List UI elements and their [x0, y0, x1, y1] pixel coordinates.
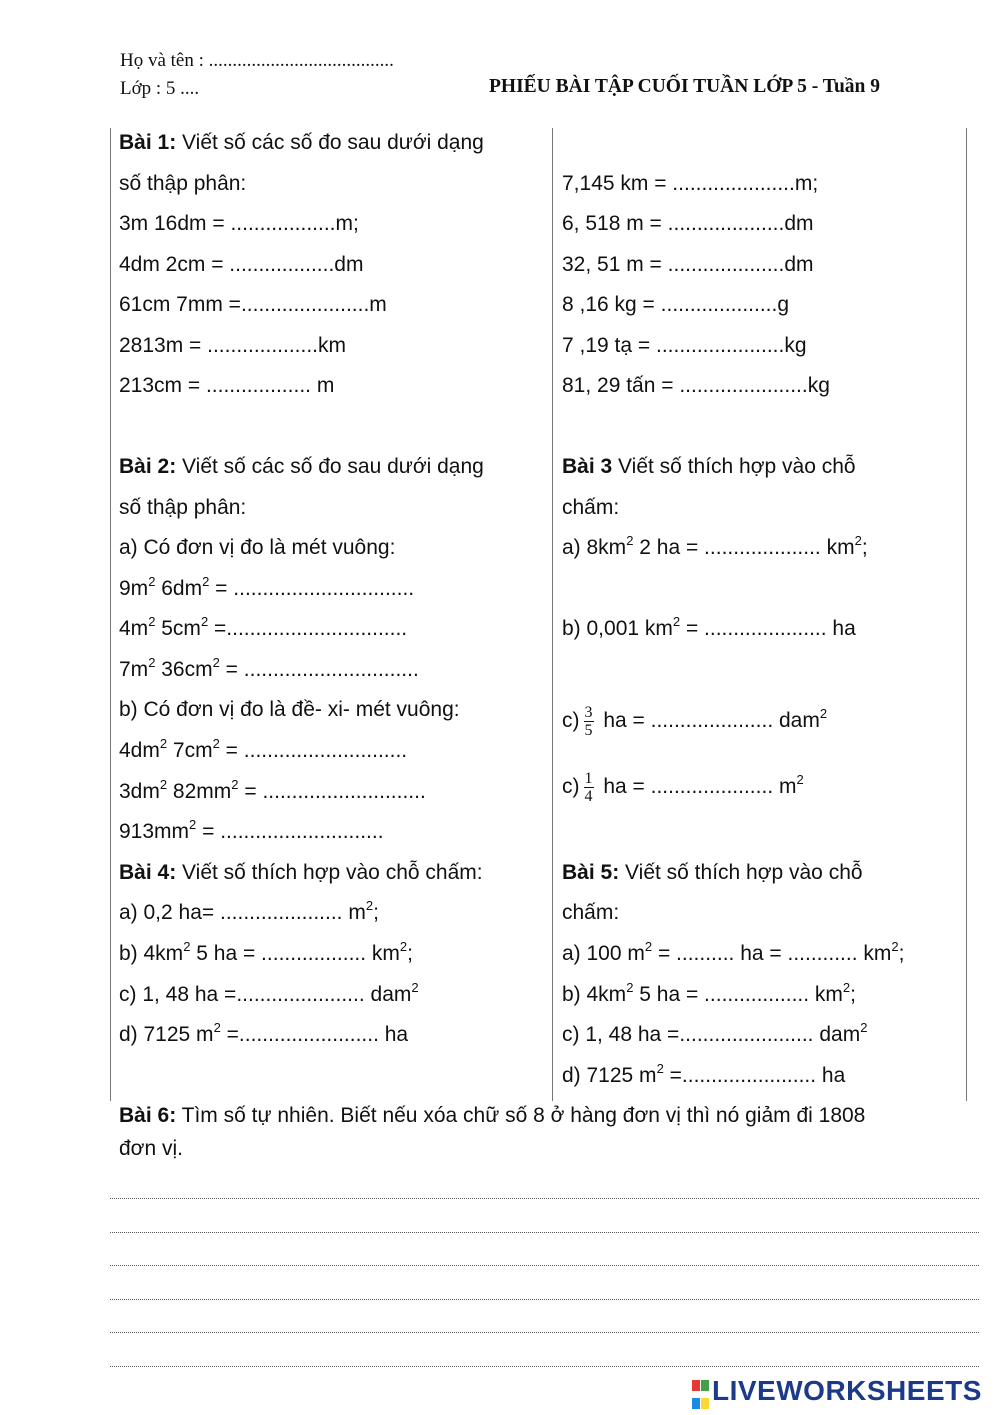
text: 5 ha = .................. km	[190, 942, 400, 965]
text: =....................... ha	[663, 1064, 846, 1087]
superscript: 2	[672, 614, 681, 629]
bai3-item-a	[562, 533, 868, 560]
text: 7m	[119, 658, 149, 681]
denominator: 4	[584, 787, 593, 805]
text: d) 7125 m	[562, 1064, 657, 1087]
text: 36cm	[155, 658, 213, 681]
bai1-right-item: 32, 51 m = ....................dm	[562, 253, 814, 276]
superscript: 2	[626, 980, 634, 995]
text: = .......... ha = ............ km	[652, 942, 892, 965]
bai5-item-d	[562, 1061, 846, 1088]
logo-text: LIVEWORKSHEETS	[712, 1375, 982, 1406]
student-name-line: Họ và tên : .......................................	[120, 50, 394, 71]
answer-line[interactable]	[110, 1332, 979, 1333]
bai2-b-item	[119, 777, 426, 804]
bai1-right-item: 7,145 km = .....................m;	[562, 172, 819, 195]
text: ;	[850, 983, 856, 1006]
worksheet-title: PHIẾU BÀI TẬP CUỐI TUẦN LỚP 5 - Tuần 9	[489, 76, 881, 97]
text: a) 8km	[562, 536, 627, 559]
bai1-heading	[119, 131, 484, 155]
bai1-right-item: 7 ,19 tạ = ......................kg	[562, 334, 807, 357]
bai4-item-d	[119, 1020, 409, 1047]
text: = ............................	[238, 780, 426, 803]
text: =...............................	[208, 617, 408, 640]
bai4-instruction: Viết số thích hợp vào chỗ chấm:	[176, 861, 483, 884]
class-line: Lớp : 5 ....	[120, 78, 200, 99]
bai3-item-b	[562, 614, 856, 641]
bai2-label: Bài 2:	[119, 455, 177, 478]
superscript: 2	[200, 614, 209, 629]
bai2-b-item	[119, 736, 408, 763]
text: d) 7125 m	[119, 1023, 214, 1046]
superscript: 2	[189, 817, 197, 832]
superscript: 2	[159, 777, 168, 792]
text: 6dm	[155, 577, 203, 600]
answer-line[interactable]	[110, 1299, 979, 1300]
text: a) 100 m	[562, 942, 645, 965]
text: = ...............................	[209, 577, 415, 600]
text: ;	[407, 942, 413, 965]
text: c) 1, 48 ha =...................... dam	[119, 983, 412, 1006]
superscript: 2	[644, 939, 653, 954]
table-left-border	[110, 128, 111, 1101]
bai2-heading	[119, 455, 484, 479]
bai5-item-a	[562, 939, 905, 966]
bai4-item-b	[119, 939, 413, 966]
logo-icon	[692, 1379, 710, 1403]
bai2-part-a-heading: a) Có đơn vị đo là mét vuông:	[119, 536, 396, 559]
text: c) 1, 48 ha =....................... dam	[562, 1023, 861, 1046]
superscript: 2	[819, 706, 828, 721]
answer-line[interactable]	[110, 1366, 979, 1367]
text: ;	[373, 901, 379, 924]
bai5-instruction-cont: chấm:	[562, 901, 620, 924]
bai2-a-item	[119, 655, 419, 682]
superscript: 2	[159, 736, 168, 751]
bai1-instruction-cont: số thập phân:	[119, 172, 247, 195]
bai1-left-item: 213cm = .................. m	[119, 374, 335, 397]
answer-line[interactable]	[110, 1232, 979, 1233]
bai1-label: Bài 1:	[119, 131, 177, 154]
text: a) 0,2 ha= ..................... m	[119, 901, 366, 924]
numerator: 1	[584, 769, 593, 787]
bai3-item-c2	[562, 764, 804, 810]
bai4-label: Bài 4:	[119, 861, 177, 884]
text: 5 ha = .................. km	[633, 983, 843, 1006]
superscript: 2	[212, 736, 220, 751]
fraction	[584, 770, 594, 805]
bai1-right-item: 8 ,16 kg = ....................g	[562, 293, 790, 316]
text: c)	[562, 709, 580, 732]
bai4-item-a	[119, 898, 379, 925]
bai4-heading	[119, 861, 483, 885]
bai2-instruction-cont: số thập phân:	[119, 496, 247, 519]
bai2-b-item	[119, 817, 384, 844]
bai1-left-item: 61cm 7mm =......................m	[119, 293, 387, 316]
bai6-question	[119, 1104, 865, 1128]
text: 4m	[119, 617, 149, 640]
text: c)	[562, 775, 580, 798]
text: = ..................... ha	[680, 617, 856, 640]
superscript: 2	[860, 1020, 868, 1035]
liveworksheets-logo	[692, 1376, 982, 1406]
denominator: 5	[584, 721, 593, 739]
text: b) 0,001 km	[562, 617, 673, 640]
superscript: 2	[212, 655, 220, 670]
superscript: 2	[891, 939, 899, 954]
superscript: 2	[854, 533, 862, 548]
bai6-text-cont: đơn vị.	[119, 1137, 183, 1160]
bai5-label: Bài 5:	[562, 861, 620, 884]
bai3-instruction-cont: chấm:	[562, 496, 620, 519]
superscript: 2	[656, 1061, 664, 1076]
bai2-a-item	[119, 614, 408, 641]
bai1-left-item: 4dm 2cm = ..................dm	[119, 253, 364, 276]
bai6-text: Tìm số tự nhiên. Biết nếu xóa chữ số 8 ở hàng đơn vị thì nó giảm đi 1808	[176, 1104, 866, 1127]
text: 5cm	[155, 617, 201, 640]
superscript: 2	[183, 939, 191, 954]
bai2-part-b-heading: b) Có đơn vị đo là đề- xi- mét vuông:	[119, 698, 460, 721]
text: = ............................	[196, 820, 384, 843]
bai1-instruction: Viết số các số đo sau dưới dạng	[176, 131, 484, 154]
bai3-instruction: Viết số thích hợp vào chỗ	[612, 455, 856, 478]
text: 3dm	[119, 780, 160, 803]
text: b) 4km	[562, 983, 627, 1006]
answer-line[interactable]	[110, 1265, 979, 1266]
bai5-instruction: Viết số thích hợp vào chỗ	[619, 861, 863, 884]
text: = ..............................	[219, 658, 419, 681]
text: ;	[898, 942, 905, 965]
text: ;	[861, 536, 868, 559]
text: 913mm	[119, 820, 190, 843]
fraction	[584, 704, 594, 739]
bai1-right-item: 81, 29 tấn = ......................kg	[562, 374, 830, 397]
superscript: 2	[399, 939, 408, 954]
superscript: 2	[202, 574, 210, 589]
superscript: 2	[365, 898, 374, 913]
text: b) 4km	[119, 942, 184, 965]
superscript: 2	[148, 574, 156, 589]
bai1-left-item: 2813m = ...................km	[119, 334, 346, 357]
bai3-label: Bài 3	[562, 455, 613, 478]
bai1-left-item: 3m 16dm = ..................m;	[119, 212, 359, 235]
superscript: 2	[626, 533, 634, 548]
bai5-item-b	[562, 980, 856, 1007]
bai5-item-c	[562, 1020, 868, 1047]
bai1-right-item: 6, 518 m = ....................dm	[562, 212, 814, 235]
bai4-item-c	[119, 980, 419, 1007]
text: ha = ..................... m	[597, 775, 797, 798]
text: 2 ha = .................... km	[633, 536, 855, 559]
text: ha = ..................... dam	[597, 709, 820, 732]
answer-line[interactable]	[110, 1198, 979, 1199]
superscript: 2	[842, 980, 851, 995]
table-middle-divider	[552, 128, 553, 1101]
text: 7cm	[167, 739, 213, 762]
table-right-border	[966, 128, 967, 1101]
text: 9m	[119, 577, 149, 600]
bai5-heading	[562, 861, 863, 885]
superscript: 2	[148, 655, 156, 670]
bai2-instruction: Viết số các số đo sau dưới dạng	[176, 455, 484, 478]
text: =........................ ha	[220, 1023, 409, 1046]
superscript: 2	[796, 772, 804, 787]
bai2-a-item	[119, 574, 415, 601]
superscript: 2	[231, 777, 239, 792]
bai3-item-c1	[562, 698, 827, 744]
superscript: 2	[213, 1020, 221, 1035]
bai6-label: Bài 6:	[119, 1104, 177, 1127]
bai3-heading	[562, 455, 856, 479]
numerator: 3	[584, 703, 593, 721]
text: = ............................	[219, 739, 408, 762]
superscript: 2	[148, 614, 156, 629]
text: 82mm	[167, 780, 232, 803]
text: 4dm	[119, 739, 160, 762]
superscript: 2	[411, 980, 419, 995]
